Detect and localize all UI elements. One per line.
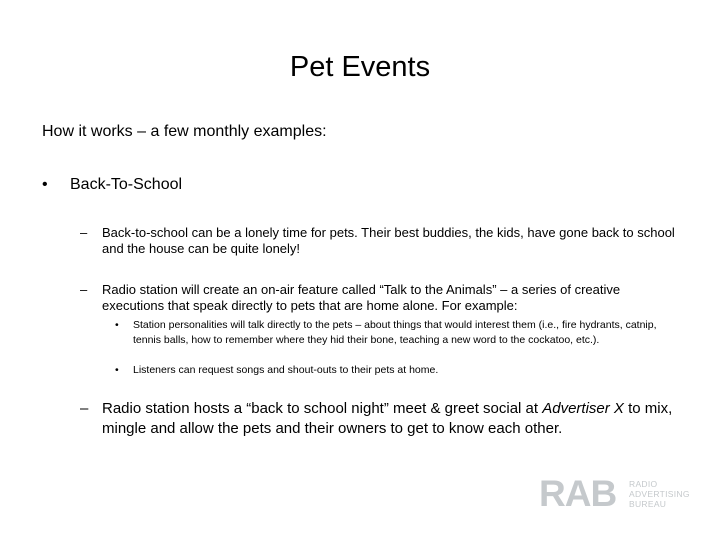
- sub-list-item: [115, 363, 680, 378]
- bullet-icon: •: [42, 176, 48, 193]
- list-item-text-after: to mix, mingle and allow the pets and their owners to get to know each other.: [102, 400, 673, 437]
- slide-subtitle: How it works – a few monthly examples:: [42, 123, 327, 140]
- logo-mark: RAB: [539, 473, 617, 514]
- rab-logo: [539, 473, 690, 514]
- list-item-text-before: Radio station hosts a “back to school night” meet & greet social at: [102, 400, 543, 417]
- list-item-text: Radio station will create an on-air feature called “Talk to the Animals” – a series of creative executions that speak directly to pets that are home alone. For example:: [102, 282, 621, 313]
- sub-list-item: [115, 318, 680, 347]
- logo-word: RADIO: [629, 479, 658, 489]
- bullet-icon: •: [115, 319, 119, 331]
- list-item: [80, 282, 680, 314]
- dash-icon: –: [80, 282, 88, 297]
- list-item-text: [102, 399, 690, 439]
- advertiser-name: Advertiser X: [542, 400, 624, 417]
- logo-words: [629, 479, 690, 509]
- list-item: [80, 399, 690, 439]
- dash-icon: –: [80, 225, 88, 240]
- dash-icon: –: [80, 400, 89, 417]
- logo-word: BUREAU: [629, 499, 667, 509]
- list-item: [80, 225, 680, 257]
- logo-word: ADVERTISING: [629, 489, 690, 499]
- list-item-text: Back-to-school can be a lonely time for pets. Their best buddies, the kids, have gone back to school and the house can be quite lonely!: [102, 225, 675, 256]
- bullet-icon: •: [115, 364, 119, 376]
- sub-list-item-text: Station personalities will talk directly to the pets – about things that would interest them (i.e., fire hydrants, catnip, tennis balls, how to remember where they hid their bone, teaching a new word to the cockatoo, etc.).: [133, 319, 657, 346]
- slide-title: Pet Events: [289, 51, 431, 83]
- sub-list-item-text: Listeners can request songs and shout-outs to their pets at home.: [133, 364, 439, 376]
- section-heading: Back-To-School: [70, 176, 183, 193]
